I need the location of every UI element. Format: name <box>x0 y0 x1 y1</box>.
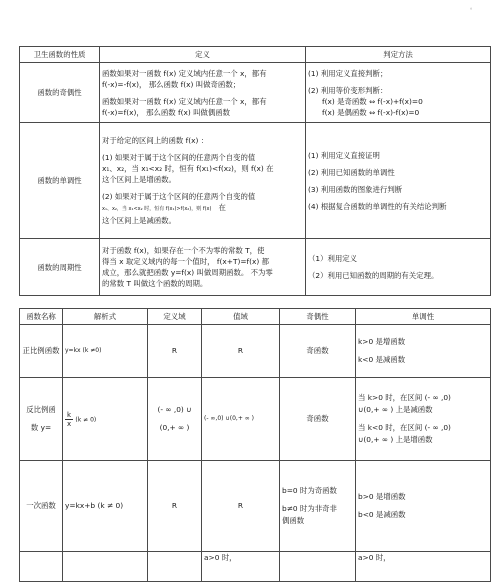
linear-name: 一次函数 <box>20 461 63 552</box>
mono-method: (1) 利用定义直接证明 (2) 利用已知函数的单调性 (3) 利用函数的图象进行判断 (4) 根据复合函数的单调性的有关结论判断 <box>306 123 491 239</box>
header-method: 判定方法 <box>306 47 491 63</box>
last-domain <box>148 552 202 582</box>
inverse-formula: $\frac{k}{x}$ (k ≠ 0) <box>63 378 148 461</box>
header-function-name: 函数名称 <box>20 309 63 325</box>
mono-definition: 对于给定的区间上的函数 f(x) ： (1) 如果对于属于这个区间的任意两个自变的值 x₁、x₂，当 x₁<x₂ 时，恒有 f(x₁)<f(x₂)，则 f(x) 在 这个区间上是增函数。 (2) 如果对于属于这个区间的任意两个自变的值 x₁、x₂，当 x₁<x₂ 时，恒有 f(x₁)>f(x₂)，则 f(x) 在 这个区间上是减函数。 <box>100 123 306 239</box>
parity-row <box>20 63 491 123</box>
inverse-mono: 当 k>0 时，在区间 (- ∞ ,0) ∪(0,+ ∞ ) 上是减函数 当 k<0 时，在区间 (- ∞ ,0) ∪(0,+ ∞ ) 上是增函数 <box>356 378 491 461</box>
last-parity <box>280 552 356 582</box>
direct-name: 正比例函数 <box>20 325 63 378</box>
parity-definition: 函数如果对一函数 f(x) 定义域内任意一个 x，都有 f(-x)=-f(x)， 那么函数 f(x) 叫做奇函数； 函数如果对一函数 f(x) 定义域内任意一个 x，都有 f(-x)=f(x)， 那么函数 f(x) 叫做偶函数 <box>100 63 306 123</box>
direct-range: R <box>202 325 280 378</box>
inverse-domain: (- ∞ ,0) ∪ (0,+ ∞ ) <box>148 378 202 461</box>
inverse-range: (- ∞,0) ∪(0,+ ∞ ) <box>202 378 280 461</box>
properties-table <box>19 46 491 296</box>
properties-header-row <box>20 47 491 63</box>
linear-function-row <box>20 461 491 552</box>
inverse-proportion-row <box>20 378 491 461</box>
last-name <box>20 552 63 582</box>
periodicity-row <box>20 239 491 296</box>
linear-range: R <box>202 461 280 552</box>
functions-table <box>19 308 491 582</box>
period-method: （1）利用定义 （2）利用已知函数的周期的有关定理。 <box>306 239 491 296</box>
inverse-name: 反比例函 数 y= <box>20 378 63 461</box>
header-definition: 定义 <box>100 47 306 63</box>
direct-mono: k>0 是增函数 k<0 是减函数 <box>356 325 491 378</box>
direct-proportion-row <box>20 325 491 378</box>
parity-name: 函数的奇偶性 <box>20 63 100 123</box>
period-definition: 对于函数 f(x)，如果存在一个不为零的常数 T，使 得当 x 取定义域内的每一个值时， f(x+T)=f(x) 都 成立，那么就把函数 y=f(x) 叫做周期函数。 不为零 的常数 T 叫做这个函数的周期。 <box>100 239 306 296</box>
direct-formula: y=kx (k ≠0) <box>63 325 148 378</box>
parity-method: (1) 利用定义直接判断； (2) 利用等价变形判断： f(x) 是奇函数 ⇔ f(-x)+f(x)=0 f(x) 是偶函数 ⇔ f(-x)-f(x)=0 <box>306 63 491 123</box>
last-formula <box>63 552 148 582</box>
period-name: 函数的周期性 <box>20 239 100 296</box>
header-property: 卫生函数的性质 <box>20 47 100 63</box>
header-formula: 解析式 <box>63 309 148 325</box>
header-parity: 奇偶性 <box>280 309 356 325</box>
functions-header-row <box>20 309 491 325</box>
last-mono: a>0 时， <box>356 552 491 582</box>
inverse-fraction: $\frac{k}{x}$ <box>66 410 72 428</box>
direct-domain: R <box>148 325 202 378</box>
linear-mono: b>0 是增函数 b<0 是减函数 <box>356 461 491 552</box>
last-range: a>0 时， <box>202 552 280 582</box>
linear-parity: b=0 时为奇函数 b≠0 时为非奇非 偶函数 <box>280 461 356 552</box>
monotonicity-row <box>20 123 491 239</box>
header-domain: 定义域 <box>148 309 202 325</box>
header-monotonicity: 单调性 <box>356 309 491 325</box>
linear-domain: R <box>148 461 202 552</box>
mono-name: 函数的单调性 <box>20 123 100 239</box>
direct-parity: 奇函数 <box>280 325 356 378</box>
quadratic-row-partial <box>20 552 491 582</box>
inverse-parity: 奇函数 <box>280 378 356 461</box>
linear-formula: y=kx+b (k ≠ 0) <box>63 461 148 552</box>
corner-mark: 。 <box>470 4 477 11</box>
header-range: 值域 <box>202 309 280 325</box>
